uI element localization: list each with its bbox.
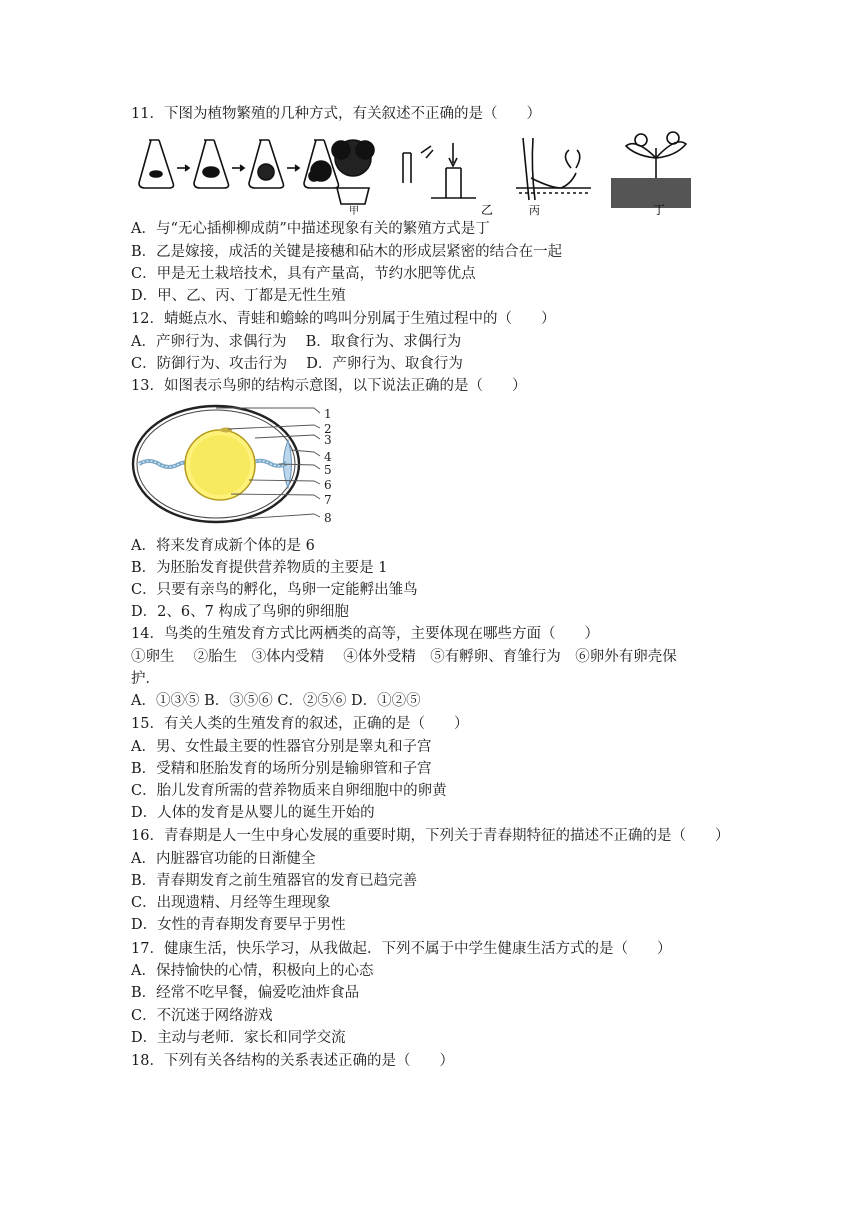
q11-option-a: A．与“无心插柳柳成荫”中描述现象有关的繁殖方式是丁 [131,221,490,237]
egg-label-8: 8 [324,511,332,525]
fig-label-jia: 甲 [349,206,359,217]
q14-items-line2: 护． [131,671,160,687]
egg-label-2: 2 [324,422,332,436]
q16-option-b: B．青春期发育之前生殖器官的发育已趋完善 [131,873,418,889]
q13-option-d: D．2、6、7 构成了鸟卵的卵细胞 [131,604,349,620]
q18-stem: 18．下列有关各结构的关系表述正确的是（ ） [131,1053,454,1069]
q13-option-a: A．将来发育成新个体的是 6 [131,538,315,554]
egg-label-6: 6 [324,478,332,492]
q17-option-b: B．经常不吃早餐，偏爱吃油炸食品 [131,985,360,1001]
fig-label-yi: 乙 [481,203,494,217]
q15-option-d: D．人体的发育是从婴儿的诞生开始的 [131,805,375,821]
flask-1 [139,140,174,188]
layering-figure [516,138,591,200]
q15-option-c: C．胎儿发育所需的营养物质来自卵细胞中的卵黄 [131,783,447,799]
q14-stem: 14．鸟类的生殖发育方式比两栖类的高等，主要体现在哪些方面（ ） [131,626,599,642]
plant-reproduction-figure [131,128,691,218]
q16-option-a: A．内脏器官功能的日渐健全 [131,851,316,867]
q14-items-line1: ①卵生 ②胎生 ③体内受精 ④体外受精 ⑤有孵卵、育雏行为 ⑥卵外有卵壳保 [131,649,677,665]
q16-option-c: C．出现遗精、月经等生理现象 [131,895,331,911]
q15-option-b: B．受精和胚胎发育的场所分别是输卵管和子宫 [131,761,432,777]
q17-option-d: D．主动与老师．家长和同学交流 [131,1030,346,1046]
q14-options: A．①③⑤ B．③⑤⑥ C．②⑤⑥ D．①②⑤ [131,693,421,709]
grafting-figure [403,143,476,198]
q11-option-b: B．乙是嫁接，成活的关键是接穗和砧木的形成层紧密的结合在一起 [131,244,563,260]
egg-label-7: 7 [324,493,332,507]
bird-egg-diagram [131,402,346,526]
q11-option-c: C．甲是无土栽培技术，具有产量高，节约水肥等优点 [131,266,476,282]
egg-label-3: 3 [324,433,332,447]
q11-option-d: D．甲、乙、丙、丁都是无性生殖 [131,288,346,304]
fig-label-ding: 丁 [653,203,666,217]
q17-stem: 17．健康生活，快乐学习，从我做起．下列不属于中学生健康生活方式的是（ ） [131,941,672,957]
egg-label-5: 5 [324,463,332,477]
q12-options-ab: A．产卵行为、求偶行为 B．取食行为、求偶行为 [131,334,462,350]
q11-stem: 11．下图为植物繁殖的几种方式，有关叙述不正确的是（ ） [131,106,541,122]
potted-plant [332,140,374,204]
q16-option-d: D．女性的青春期发育要早于男性 [131,917,346,933]
cutting-figure [611,132,691,208]
q17-option-c: C．不沉迷于网络游戏 [131,1008,273,1024]
q12-stem: 12．蜻蜓点水、青蛙和蟾蜍的鸣叫分别属于生殖过程中的（ ） [131,311,556,327]
q13-option-c: C．只要有亲鸟的孵化，鸟卵一定能孵出雏鸟 [131,582,418,598]
q12-options-cd: C．防御行为、攻击行为 D．产卵行为、取食行为 [131,356,463,372]
q15-stem: 15．有关人类的生殖发育的叙述，正确的是（ ） [131,716,469,732]
q13-stem: 13．如图表示鸟卵的结构示意图，以下说法正确的是（ ） [131,378,527,394]
q17-option-a: A．保持愉快的心情，积极向上的心态 [131,963,374,979]
fig-label-bing: 丙 [529,204,540,217]
q13-option-b: B．为胚胎发育提供营养物质的主要是 1 [131,560,388,576]
q16-stem: 16．青春期是人一生中身心发展的重要时期，下列关于青春期特征的描述不正确的是（ ） [131,828,730,844]
egg-label-1: 1 [324,407,332,421]
q15-option-a: A．男、女性最主要的性器官分别是睾丸和子宫 [131,739,432,755]
egg-label-4: 4 [324,450,332,464]
